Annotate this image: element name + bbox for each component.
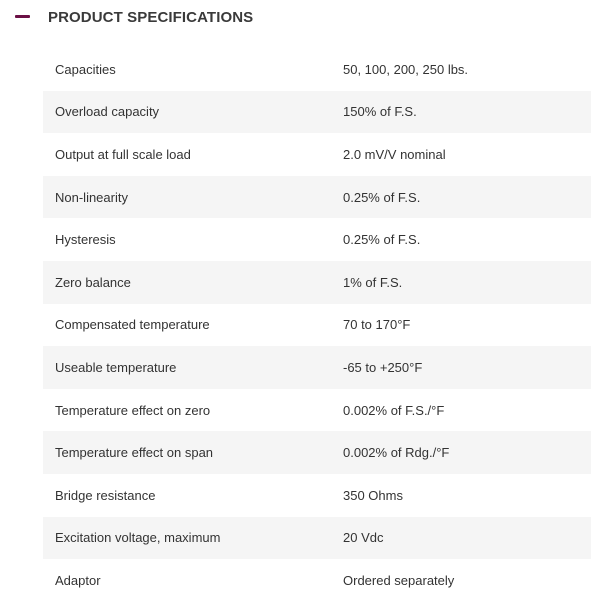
table-row: [43, 431, 591, 474]
section-title[interactable]: PRODUCT SPECIFICATIONS: [48, 9, 254, 26]
spec-label: Adaptor: [55, 572, 101, 588]
table-row: [43, 517, 591, 560]
spec-label: Hysteresis: [55, 232, 116, 248]
table-row: [43, 559, 591, 602]
spec-value: Ordered separately: [343, 572, 455, 588]
spec-table: [43, 48, 591, 602]
spec-value: 0.25% of F.S.: [343, 189, 421, 205]
table-row: [43, 389, 591, 432]
table-row: [43, 48, 591, 91]
table-row: [43, 474, 591, 517]
spec-value: 150% of F.S.: [343, 104, 417, 120]
spec-label: Temperature effect on zero: [55, 402, 211, 418]
table-row: [43, 346, 591, 389]
spec-label: Bridge resistance: [55, 487, 156, 503]
table-row: [43, 304, 591, 347]
table-row: [43, 91, 591, 134]
table-row: [43, 133, 591, 176]
spec-label: Zero balance: [55, 274, 131, 290]
spec-label: Compensated temperature: [55, 317, 210, 333]
spec-value: 70 to 170°F: [343, 317, 411, 333]
spec-label: Output at full scale load: [55, 146, 191, 162]
spec-label: Useable temperature: [55, 359, 177, 375]
spec-label: Temperature effect on span: [55, 445, 214, 461]
spec-value: 20 Vdc: [343, 530, 384, 546]
spec-section-header[interactable]: [0, 0, 591, 38]
table-row: [43, 176, 591, 219]
spec-value: 1% of F.S.: [343, 274, 403, 290]
spec-value: 50, 100, 200, 250 lbs.: [343, 61, 469, 77]
spec-value: 0.25% of F.S.: [343, 232, 421, 248]
spec-value: 350 Ohms: [343, 487, 403, 503]
spec-value: 0.002% of Rdg./°F: [343, 445, 450, 461]
table-row: [43, 261, 591, 304]
spec-label: Excitation voltage, maximum: [55, 530, 221, 546]
spec-label: Overload capacity: [55, 104, 160, 120]
table-row: [43, 218, 591, 261]
spec-label: Non-linearity: [55, 189, 128, 205]
spec-value: -65 to +250°F: [343, 359, 423, 375]
spec-value: 0.002% of F.S./°F: [343, 402, 445, 418]
spec-label: Capacities: [55, 61, 116, 77]
minus-icon[interactable]: [15, 15, 30, 18]
spec-value: 2.0 mV/V nominal: [343, 146, 446, 162]
